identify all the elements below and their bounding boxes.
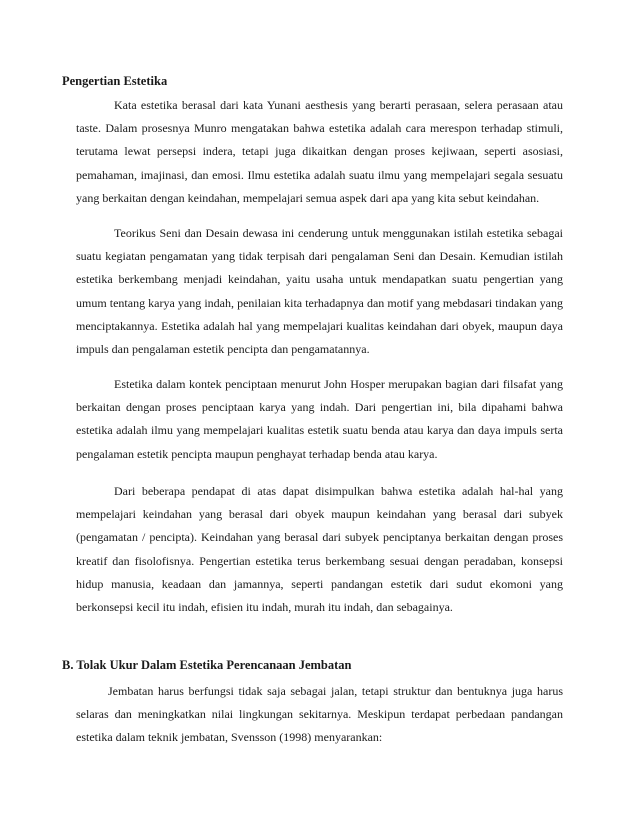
paragraph-3: Estetika dalam kontek penciptaan menurut John Hosper merupakan bagian dari filsafat yang berkaitan dengan proses penciptaan karya yang indah. Dari pengertian ini, bila dipahami bahwa estetika adalah ilmu yang mempelajari kualitas estetik suatu benda atau karya dan daya impuls serta pengalaman estetik pencipta maupun penghayat terhadap benda atau karya. — [76, 377, 563, 461]
section-heading-pengertian-estetika: Pengertian Estetika — [62, 74, 168, 88]
paragraph-5: Jembatan harus berfungsi tidak saja sebagai jalan, tetapi struktur dan bentuknya juga harus selaras dan meningkatkan nilai lingkungan sekitarnya. Meskipun terdapat perbedaan pandangan estetika dalam teknik jembatan, Svensson (1998) menyarankan: — [76, 684, 563, 745]
paragraph-4: Dari beberapa pendapat di atas dapat disimpulkan bahwa estetika adalah hal-hal yang mempelajari keindahan yang berasal dari obyek maupun keindahan yang berasal dari subyek (pengamatan / pencipta). Keindahan yang berasal dari subyek penciptanya berkaitan dengan proses kreatif dan fisolofisnya. Pengertian estetika terus berkembang sesuai dengan peradaban, konsepsi hidup manusia, keadaan dan jamannya, seperti pandangan estetik dari sudut ekomoni yang berkonsepsi kecil itu indah, efisien itu indah, murah itu indah, dan sebagainya. — [76, 484, 563, 615]
paragraph-1: Kata estetika berasal dari kata Yunani aesthesis yang berarti perasaan, selera perasaan atau taste. Dalam prosesnya Munro mengatakan bahwa estetika adalah cara merespon terhadap stimuli, terutama lewat persepsi indera, tetapi juga dikaitkan dengan proses kejiwaan, seperti asosiasi, pemahaman, imajinasi, dan emosi. Ilmu estetika adalah suatu ilmu yang mempelajari segala sesuatu yang berkaitan dengan keindahan, mempelajari semua aspek dari apa yang kita sebut keindahan. — [76, 98, 563, 205]
section-heading-tolak-ukur: B. Tolak Ukur Dalam Estetika Perencanaan Jembatan — [62, 658, 352, 672]
paragraph-2: Teorikus Seni dan Desain dewasa ini cenderung untuk menggunakan istilah estetika sebagai suatu kegiatan pengamatan yang tidak terpisah dari pengalaman Seni dan Desain. Kemudian istilah estetika berkembang menjadi keindahan, yaitu usaha untuk mendapatkan suatu pengertian yang umum tentang karya yang indah, penilaian kita terhadapnya dan motif yang mebdasari tindakan yang menciptakannya. Estetika adalah hal yang mempelajari kualitas keindahan dari obyek, maupun daya impuls dan pengalaman estetik pencipta dan pengamatannya. — [76, 226, 563, 357]
